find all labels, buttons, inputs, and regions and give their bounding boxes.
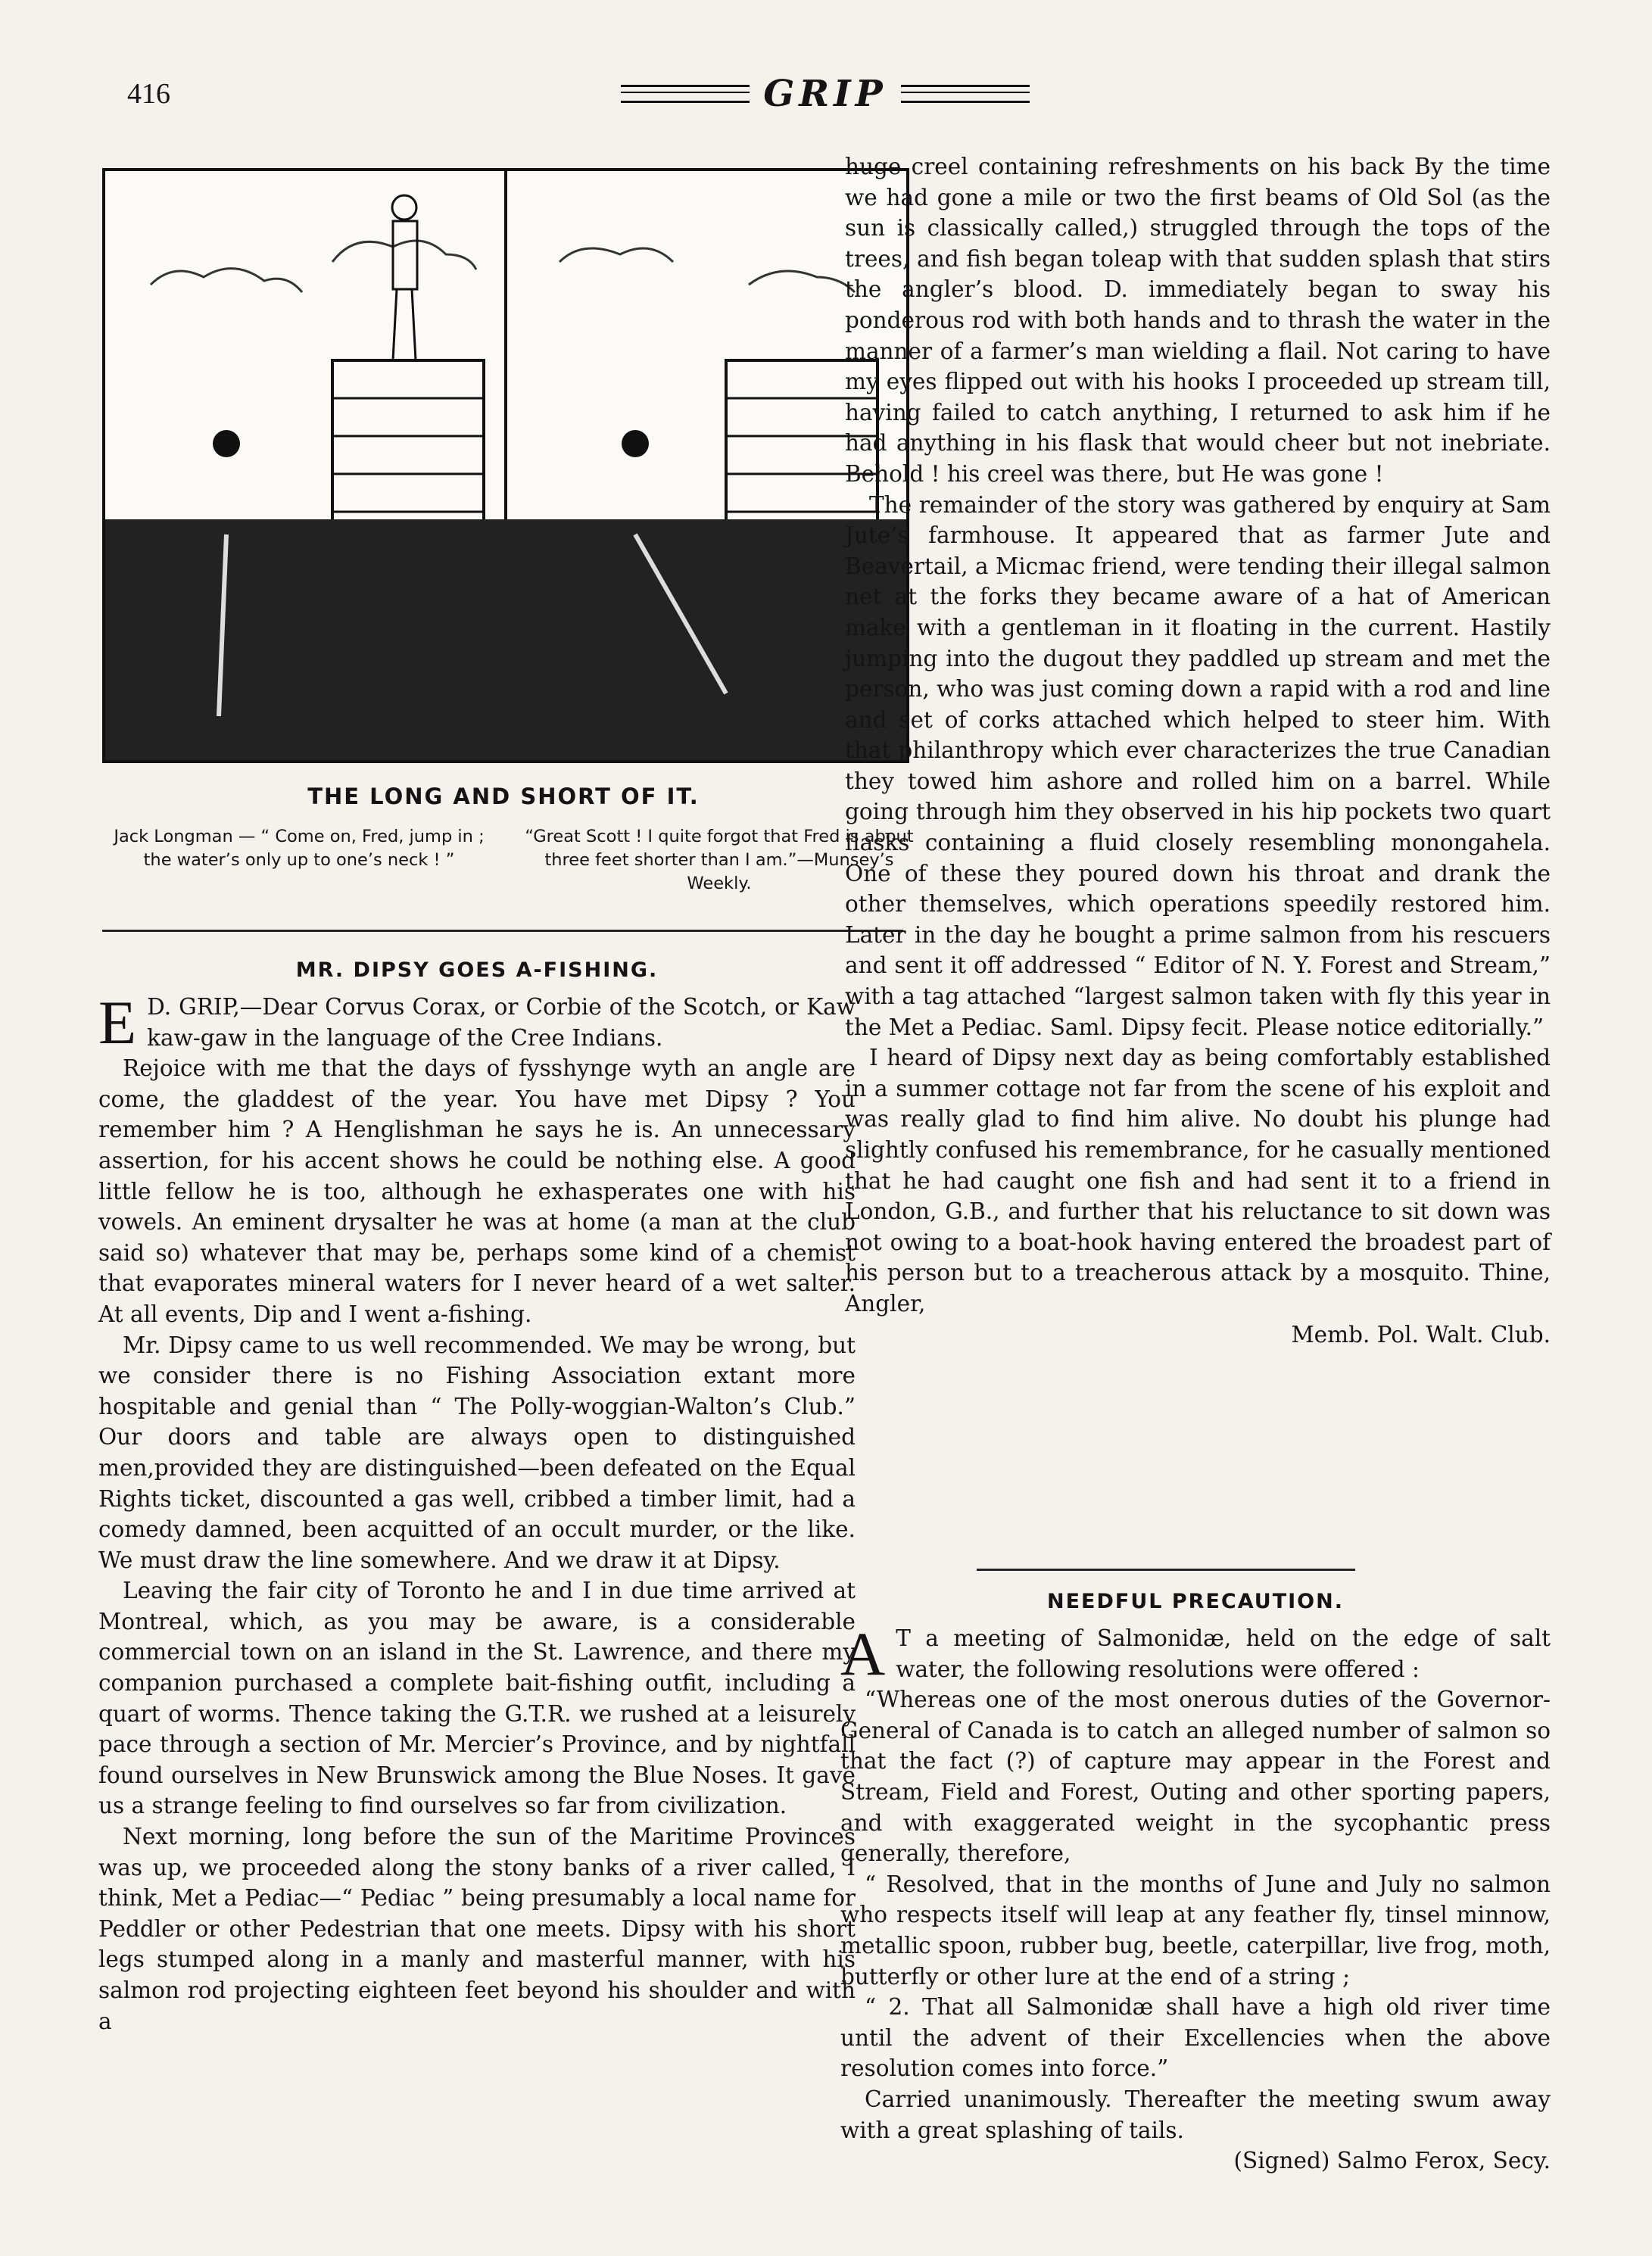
- article-paragraph: A T a meeting of Salmonidæ, held on the edge of salt water, the following resolutions were offered :: [840, 1619, 1551, 1688]
- article-paragraph: The remainder of the story was gathered by enquiry at Sam Jute’s farmhouse. It appeared that as farmer Jute and Beavertail, a Micmac friend, were tending their illegal salmon net at the forks they became aware of a hat of American make with a gentleman in it floating in the current. Hastily jumping into the dugout they paddled up stream and met the person, who was just coming down a rapid with a rod and line and set of corks attached which helped to steer him. With that philanthropy which ever characterizes the true Canadian they towed him ashore and rolled him on a barrel. While going through him they observed in his hip pockets two quart flasks containing a fluid closely resembling monongahela. One of these they poured down his throat and drank the other themselves, which operations speedily restored him. Later in the day he bought a prime salmon from his rescuers and sent it off addressed “ Editor of N. Y. Forest and Stream,” with a tag attached “largest salmon taken with fly this year in the Met a Pediac. Saml. Dipsy fecit. Please notice editorially.”: [845, 491, 1551, 1040]
- masthead-rule-right: [901, 85, 1030, 103]
- article-heading-precaution: NEEDFUL PRECAUTION.: [1047, 1590, 1344, 1613]
- article-paragraph: “ 2. That all Salmonidæ shall have a high old river time until the advent of their Excellencies when the above resolution comes into force.”: [840, 1994, 1551, 2082]
- article-paragraph: “ Resolved, that in the months of June and July no salmon who respects itself will leap at any feather fly, tinsel minnow, metallic spoon, rubber bug, beetle, caterpillar, live frog, moth, butterfly or other lure at the end of a string ;: [840, 1871, 1551, 1990]
- masthead-title: GRIP: [763, 73, 887, 115]
- article-signature: (Signed) Salmo Ferox, Secy.: [1233, 2148, 1551, 2174]
- article-paragraph: Rejoice with me that the days of fysshynge wyth an angle are come, the gladdest of the year. You have met Dipsy ? You remember him ? A Henglishman he says he is. An unnecessary assertion, for his accent shows he could be nothing else. A good little fellow he is too, although he exhasperates one with his vowels. An eminent drysalter he was at home (a man at the club said so) whatever that may be, perhaps some kind of a chemist that evaporates mineral waters for I never heard of a wet salter. At all events, Dip and I went a-fishing.: [98, 1055, 856, 1327]
- masthead-rule-left: [621, 85, 750, 103]
- article-heading-dipsy: MR. DIPSY GOES A-FISHING.: [295, 958, 659, 982]
- illustration-title: THE LONG AND SHORT OF IT.: [307, 784, 700, 809]
- illustration-caption-right: “Great Scott ! I quite forgot that Fred is about three feet shorter than I am.”—Munsey’s Weekly.: [525, 827, 914, 893]
- article-signature: Memb. Pol. Walt. Club.: [1291, 1321, 1551, 1348]
- cartoon-illustration: [102, 168, 909, 763]
- article-needful-precaution: [840, 1588, 1551, 2177]
- masthead: [575, 70, 1075, 118]
- dropcap-a: A: [840, 1619, 886, 1688]
- dropcap-e: E: [98, 988, 137, 1057]
- article-paragraph: Mr. Dipsy came to us well recommended. We may be wrong, but we consider there is no Fishing Association extant more hospitable and genial than “ The Polly-woggian-Walton’s Club.” Our doors and table are always open to distinguished men,provided they are distinguished—been defeated on the Equal Rights ticket, discounted a gas well, cribbed a timber limit, had a comedy damned, been acquitted of an occult murder, or the like. We must draw the line somewhere. And we draw it at Dipsy.: [98, 1332, 856, 1573]
- article-paragraph: Leaving the fair city of Toronto he and I in due time arrived at Montreal, which, as you may be aware, is a considerable commercial town on an island in the St. Lawrence, and there my companion purchased a complete bait-fishing outfit, including a quart of worms. Thence taking the G.T.R. we rushed at a leisurely pace through a section of Mr. Mercier’s Province, and by nightfall found ourselves in New Brunswick among the Blue Noses. It gave us a strange feeling to find ourselves so far from civilization.: [98, 1578, 856, 1819]
- caption-divider: [102, 930, 903, 932]
- article-right-column: [845, 151, 1551, 1350]
- cartoon-panel-left: [105, 195, 506, 760]
- article-paragraph: E D. GRIP,—Dear Corvus Corax, or Corbie of the Scotch, or Kaw kaw-gaw in the language of the Cree Indians.: [98, 988, 856, 1057]
- cartoon-drawing: [105, 171, 906, 760]
- section-divider: [977, 1569, 1355, 1571]
- article-paragraph: Next morning, long before the sun of the Maritime Provinces was up, we proceeded along the stony banks of a river called, I think, Met a Pediac—“ Pediac ” being presumably a local name for Peddler or other Pedestrian that one meets. Dipsy with his short legs stumped along in a manly and masterful manner, with his salmon rod projecting eighteen feet beyond his shoulder and with a: [98, 1824, 856, 2034]
- article-paragraph: Carried unanimously. Thereafter the meeting swum away with a great splashing of tails.: [840, 2086, 1551, 2143]
- page-number: 416: [127, 78, 170, 110]
- article-paragraph: huge creel containing refreshments on his back By the time we had gone a mile or two the first beams of Old Sol (as the sun is classically called,) struggled through the tops of the trees, and fish began toleap with that sudden splash that stirs the angler’s blood. D. immediately began to sway his ponderous rod with both hands and to thrash the water in the manner of a farmer’s man wielding a flail. Not caring to have my eyes flipped out with his hooks I proceeded up stream till, having failed to catch anything, I returned to ask him if he had anything in his flask that would cheer but not inebriate. Behold ! his creel was there, but He was gone !: [845, 154, 1551, 487]
- article-left-column: [98, 957, 856, 2036]
- article-paragraph: I heard of Dipsy next day as being comfortably established in a summer cottage not far from the scene of his exploit and was really glad to find him alive. No doubt his plunge had slightly confused his remembrance, for he casually mentioned that he had caught one fish and had sent it to a friend in London, G.B., and further that his reluctance to sit down was not owing to a boat-hook having entered the broadest part of his person but to a treacherous attack by a mosquito. Thine, Angler,: [845, 1045, 1551, 1317]
- illustration-caption-left: Jack Longman — “ Come on, Fred, jump in ; the water’s only up to one’s neck ! ”: [114, 827, 485, 870]
- article-paragraph: “Whereas one of the most onerous duties of the Governor-General of Canada is to catch an alleged number of salmon so that the fact (?) of capture may appear in the Forest and Stream, Field and Forest, Outing and other sporting papers, and with exaggerated weight in the sycophantic press generally, therefore,: [840, 1687, 1551, 1867]
